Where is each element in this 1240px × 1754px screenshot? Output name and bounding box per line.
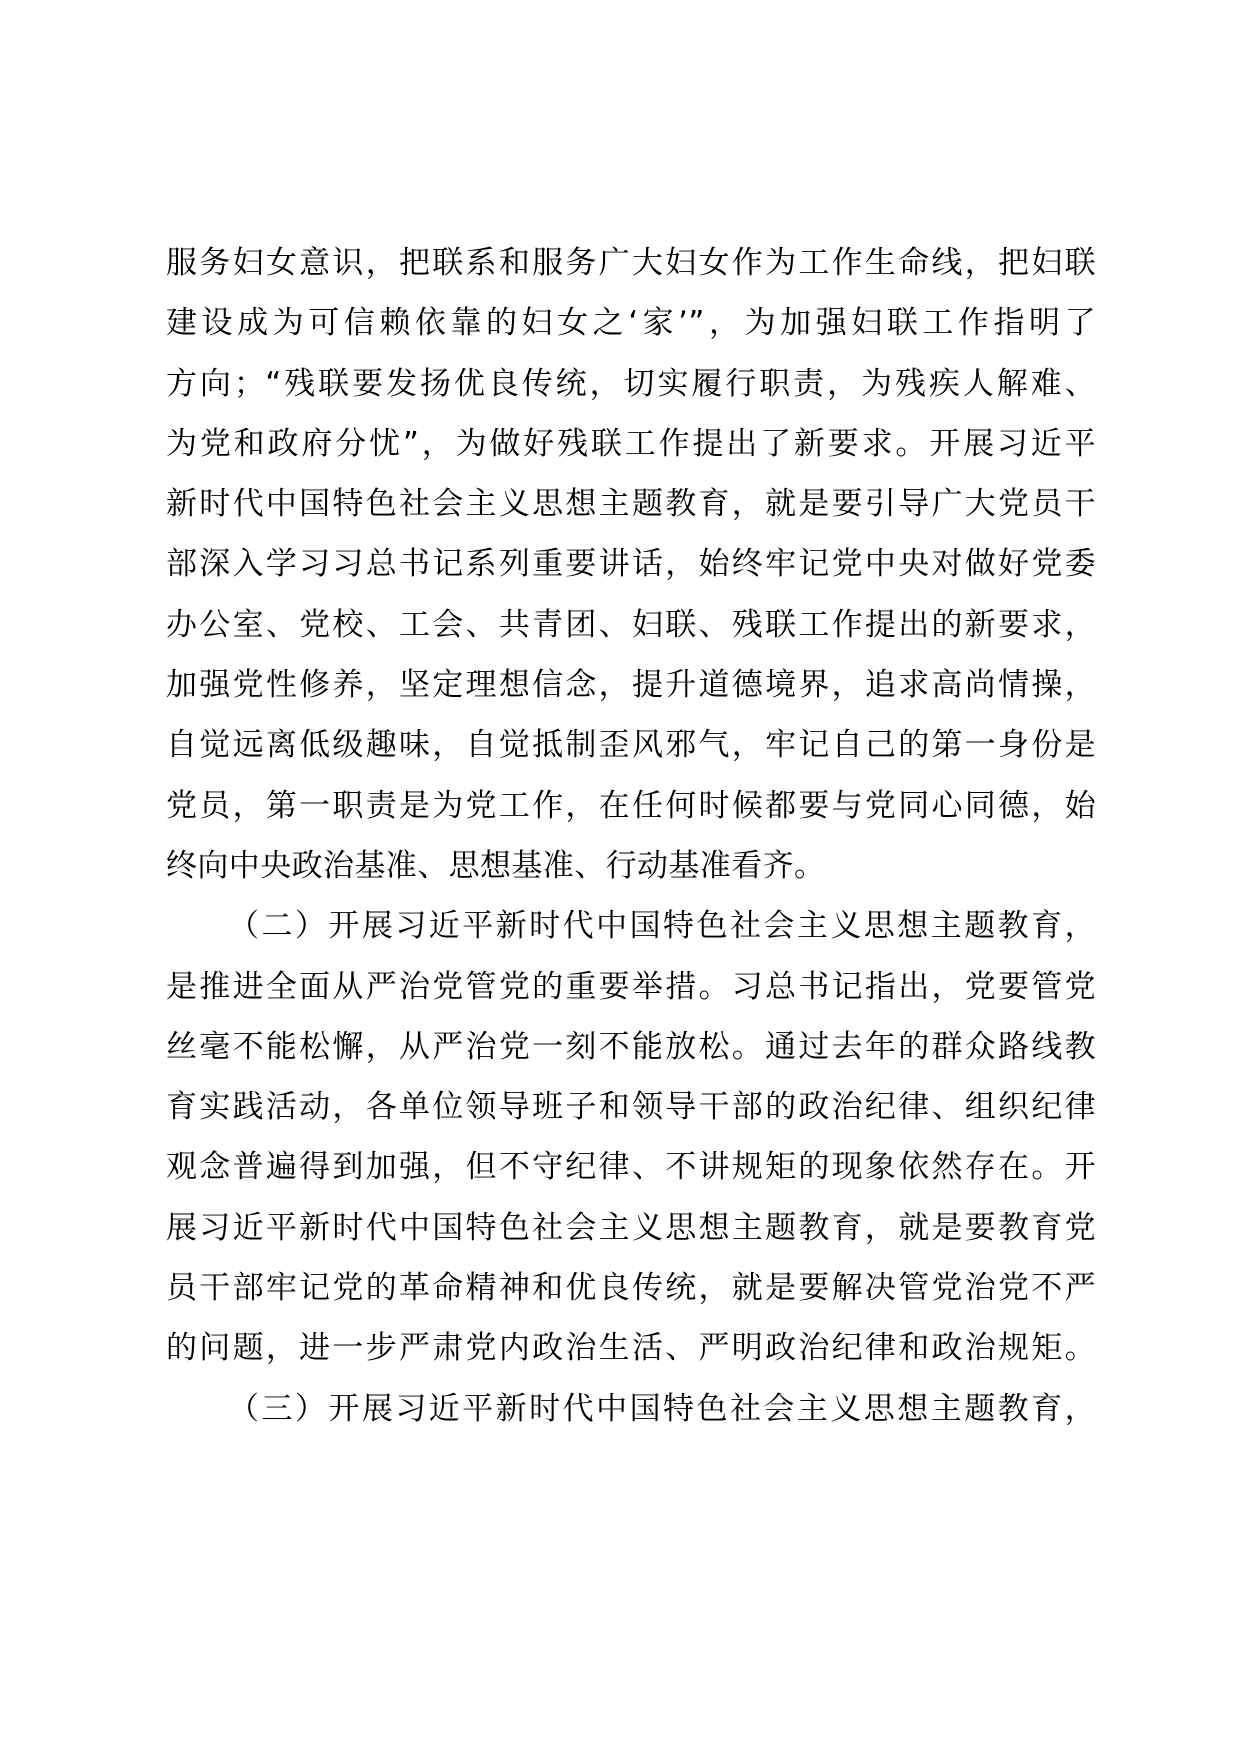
text-line: 为党和政府分忧”，为做好残联工作提出了新要求。开展习近平 [166, 425, 1096, 462]
text-line: 部深入学习习总书记系列重要讲话，始终牢记党中央对做好党委 [166, 546, 1096, 583]
text-line: 建设成为可信赖依靠的妇女之‘家’”，为加强妇联工作指明了 [166, 305, 1096, 342]
text-line: 自觉远离低级趣味，自觉抵制歪风邪气，牢记自己的第一身份是 [166, 727, 1096, 764]
body-text [166, 233, 1096, 1439]
text-line: 办公室、党校、工会、共青团、妇联、残联工作提出的新要求， [166, 606, 1096, 643]
text-line: 丝毫不能松懈，从严治党一刻不能放松。通过去年的群众路线教 [166, 1028, 1096, 1065]
text-line: 终向中央政治基准、思想基准、行动基准看齐。 [166, 847, 826, 884]
text-line: 方向；“残联要发扬优良传统，切实履行职责，为残疾人解难、 [166, 365, 1096, 402]
text-line: 的问题，进一步严肃党内政治生活、严明政治纪律和政治规矩。 [166, 1330, 1096, 1367]
text-line: 党员，第一职责是为党工作，在任何时候都要与党同心同德，始 [166, 787, 1096, 824]
text-line: 员干部牢记党的革命精神和优良传统，就是要解决管党治党不严 [166, 1270, 1096, 1307]
text-line: 服务妇女意识，把联系和服务广大妇女作为工作生命线，把妇联 [166, 245, 1096, 281]
text-line: 育实践活动，各单位领导班子和领导干部的政治纪律、组织纪律 [166, 1089, 1096, 1126]
text-line: 加强党性修养，坚定理想信念，提升道德境界，追求高尚情操， [166, 667, 1096, 704]
text-line: 新时代中国特色社会主义思想主题教育，就是要引导广大党员干 [166, 486, 1096, 523]
text-line: 展习近平新时代中国特色社会主义思想主题教育，就是要教育党 [166, 1209, 1096, 1246]
section-heading-line: （二）开展习近平新时代中国特色社会主义思想主题教育， [228, 908, 1096, 945]
text-line: 观念普遍得到加强，但不守纪律、不讲规矩的现象依然存在。开 [166, 1149, 1096, 1186]
text-line: 是推进全面从严治党管党的重要举措。习总书记指出，党要管党 [166, 968, 1096, 1005]
section-heading-line: （三）开展习近平新时代中国特色社会主义思想主题教育， [228, 1390, 1096, 1427]
